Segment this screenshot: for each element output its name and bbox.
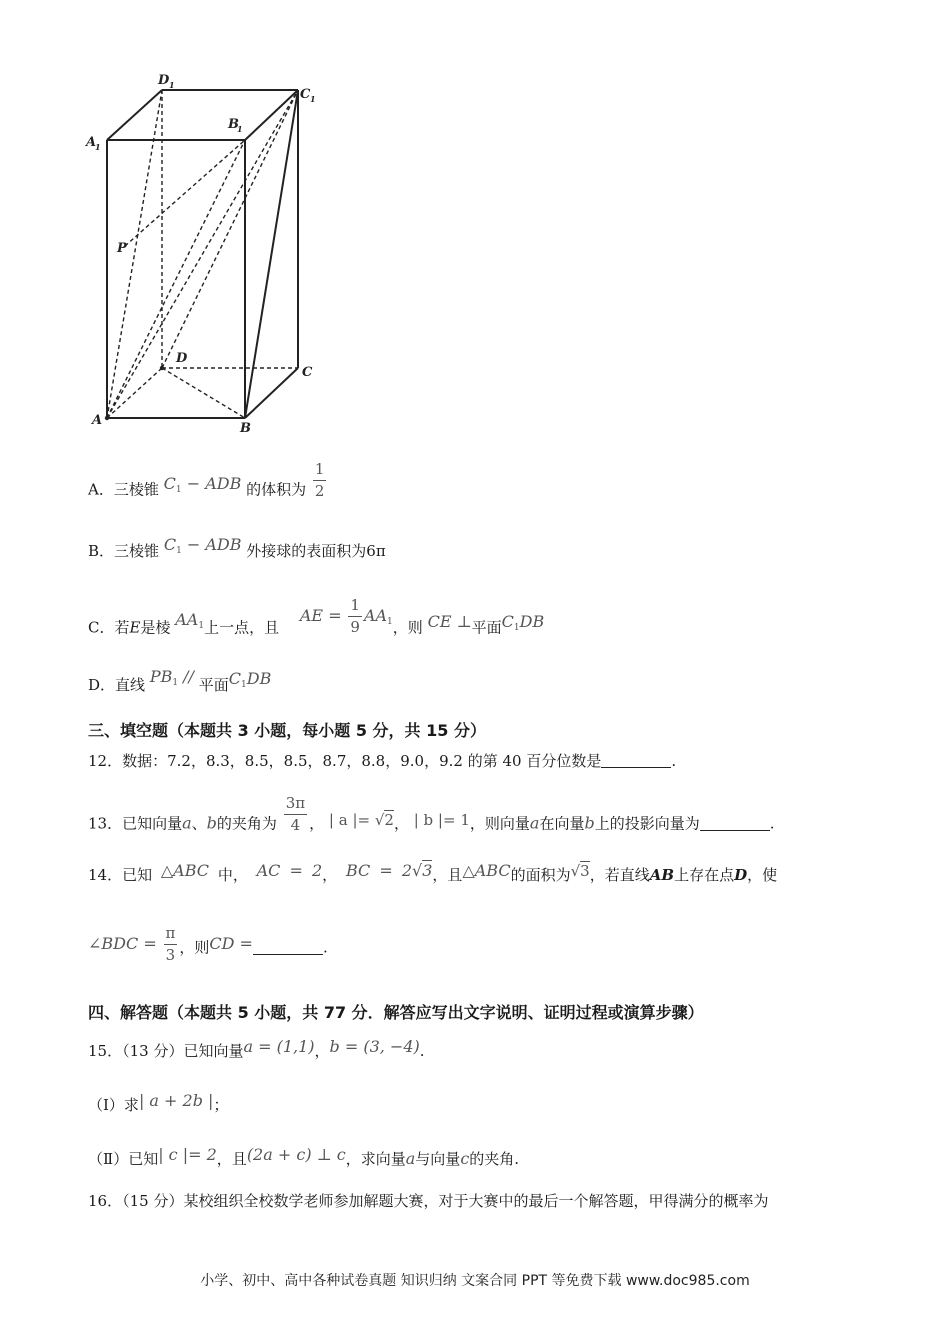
answer-blank: [601, 753, 671, 768]
label-B1: B: [228, 117, 239, 132]
label-C: C: [302, 365, 313, 380]
question-14-cont: ∠BDC = $\frac{\pi}{3}$ ，则CD = .: [88, 924, 328, 964]
label-D1: D: [158, 73, 170, 88]
section-3-heading: 三、填空题（本题共 3 小题，每小题 5 分，共 15 分）: [88, 721, 486, 740]
question-14: 14．已知 △ABC 中， AC = 2， BC = 2√3，且△ABC的面积为√3，若直线AB上存在点D，使: [88, 861, 778, 884]
prism-figure: [80, 68, 340, 438]
question-15-part-2: （Ⅱ）已知| c |= 2，且(2a + c) ⊥ c，求向量a与向量c的夹角.: [88, 1145, 520, 1168]
question-15: 15．（13 分）已知向量a = (1,1)，b = (3, −4).: [88, 1037, 425, 1060]
option-b: B．三棱锥 $C_1$ − ADB 外接球的表面积为6π: [88, 535, 386, 560]
footer-text: 小学、初中、高中各种试卷真题 知识归纳 文案合同 PPT 等免费下载 www.doc985.com: [200, 1273, 750, 1289]
question-15-part-1: （Ⅰ）求| a + 2b |；: [88, 1091, 229, 1114]
svg-text:1: 1: [95, 142, 101, 152]
label-D: D: [176, 351, 188, 366]
label-B: B: [240, 421, 251, 436]
label-P: P: [117, 241, 127, 256]
svg-text:1: 1: [169, 80, 175, 90]
label-A: A: [92, 413, 103, 428]
section-4-heading: 四、解答题（本题共 5 小题，共 77 分．解答应写出文字说明、证明过程或演算步骤）: [88, 1003, 704, 1022]
svg-text:1: 1: [237, 124, 243, 134]
option-a: A．三棱锥 $C_1$ − ADB 的体积为 $\frac{1}{2}$: [88, 460, 325, 500]
svg-text:1: 1: [310, 94, 316, 104]
option-d: D．直线 $PB_1$ // 平面$C_1DB$: [88, 667, 272, 694]
question-16: 16．（15 分）某校组织全校数学老师参加解题大赛，对于大赛中的最后一个解答题，甲得满分的概率为: [88, 1192, 769, 1210]
question-13: 13．已知向量a、b的夹角为 $\frac{3\pi}{4}$ ， | a |= √2， | b |= 1，则向量a在向量b上的投影向量为 .: [88, 794, 775, 834]
fraction: $\frac{1}{2}$: [314, 460, 325, 500]
option-c: C．若E是棱 $AA_1$上一点，且 AE = $\frac{1}{9}$ $AA_1$，则 CE ⊥平面$C_1DB$: [88, 596, 545, 637]
question-12: 12．数据：7.2，8.3，8.5，8.5，8.7，8.8，9.0，9.2 的第 40 百分位数是 .: [88, 752, 677, 770]
label-A1: A: [86, 135, 97, 150]
label-C1: C: [300, 87, 311, 102]
